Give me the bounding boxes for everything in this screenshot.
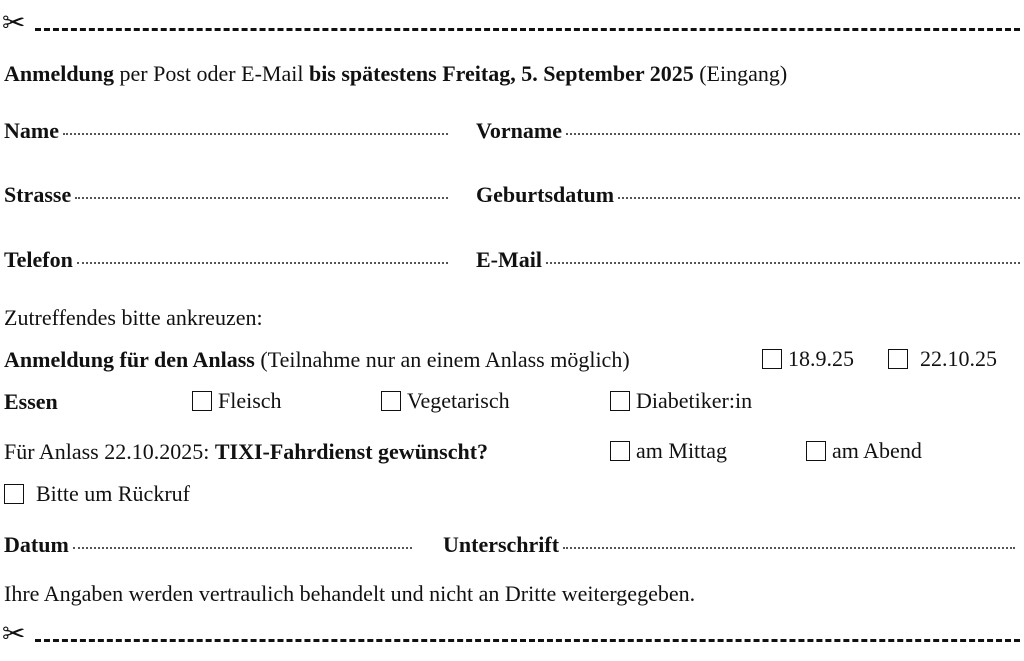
anlass-option-2[interactable] bbox=[888, 348, 997, 370]
email-field[interactable] bbox=[476, 249, 1020, 271]
essen-option-diabetiker[interactable] bbox=[610, 390, 752, 412]
rueckruf-option[interactable] bbox=[4, 483, 190, 505]
checkbox[interactable] bbox=[806, 441, 826, 461]
heading-text: per Post oder E-Mail bbox=[114, 61, 309, 86]
datum-dotted-line[interactable] bbox=[73, 547, 412, 549]
vorname-field[interactable] bbox=[476, 120, 1020, 142]
anlass-label: Anmeldung für den Anlass bbox=[4, 347, 255, 372]
unterschrift-field[interactable] bbox=[443, 534, 1015, 556]
tixi-row bbox=[4, 441, 488, 463]
heading-title: Anmeldung bbox=[4, 61, 115, 86]
essen-option-fleisch[interactable] bbox=[192, 390, 282, 412]
anlass-option-1-label: 18.9.25 bbox=[788, 346, 854, 371]
privacy-note: Ihre Angaben werden vertraulich behandelt und nicht an Dritte weitergegeben. bbox=[4, 581, 696, 606]
checkbox[interactable] bbox=[762, 349, 782, 369]
scissors-icon: ✂ bbox=[2, 617, 26, 650]
checkbox[interactable] bbox=[610, 391, 630, 411]
scissors-icon: ✂ bbox=[2, 6, 26, 39]
anlass-row bbox=[4, 349, 630, 371]
vorname-label: Vorname bbox=[476, 118, 562, 143]
tixi-option-abend[interactable] bbox=[806, 440, 922, 462]
anlass-option-2-label: 22.10.25 bbox=[920, 346, 997, 371]
instruction-text: Zutreffendes bitte ankreuzen: bbox=[4, 305, 263, 330]
essen-option-vegetarisch-label: Vegetarisch bbox=[407, 388, 510, 413]
datum-field[interactable] bbox=[4, 534, 412, 556]
unterschrift-label: Unterschrift bbox=[443, 532, 560, 557]
essen-option-diabetiker-label: Diabetiker:in bbox=[636, 388, 753, 413]
unterschrift-dotted-line[interactable] bbox=[563, 547, 1015, 549]
strasse-field[interactable] bbox=[4, 184, 448, 206]
telefon-label: Telefon bbox=[4, 247, 73, 272]
checkbox[interactable] bbox=[4, 484, 24, 504]
essen-option-fleisch-label: Fleisch bbox=[218, 388, 282, 413]
checkbox[interactable] bbox=[888, 349, 908, 369]
anlass-note: (Teilnahme nur an einem Anlass möglich) bbox=[254, 347, 630, 372]
telefon-dotted-line[interactable] bbox=[77, 262, 448, 264]
heading-suffix: (Eingang) bbox=[693, 61, 788, 86]
geburtsdatum-field[interactable] bbox=[476, 184, 1020, 206]
strasse-dotted-line[interactable] bbox=[75, 197, 448, 199]
cut-line-bottom bbox=[2, 617, 1020, 651]
dashed-line bbox=[35, 28, 1020, 31]
geburtsdatum-label: Geburtsdatum bbox=[476, 182, 615, 207]
tixi-prefix: Für Anlass 22.10.2025: bbox=[4, 439, 215, 464]
heading-deadline: bis spätestens Freitag, 5. September 2025 bbox=[308, 61, 694, 86]
strasse-label: Strasse bbox=[4, 182, 72, 207]
tixi-option-mittag[interactable] bbox=[610, 440, 727, 462]
registration-heading bbox=[4, 63, 787, 85]
tixi-option-abend-label: am Abend bbox=[832, 438, 922, 463]
anlass-option-1[interactable] bbox=[762, 348, 854, 370]
dashed-line bbox=[35, 639, 1020, 642]
vorname-dotted-line[interactable] bbox=[566, 133, 1020, 135]
tixi-option-mittag-label: am Mittag bbox=[636, 438, 728, 463]
geburtsdatum-dotted-line[interactable] bbox=[618, 197, 1020, 199]
rueckruf-label: Bitte um Rückruf bbox=[36, 481, 190, 506]
telefon-field[interactable] bbox=[4, 249, 448, 271]
cut-line-top bbox=[2, 6, 1020, 40]
checkbox[interactable] bbox=[381, 391, 401, 411]
name-field[interactable] bbox=[4, 120, 448, 142]
email-label: E-Mail bbox=[476, 247, 542, 272]
tixi-label: TIXI-Fahrdienst gewünscht? bbox=[214, 439, 489, 464]
checkbox[interactable] bbox=[192, 391, 212, 411]
email-dotted-line[interactable] bbox=[546, 262, 1020, 264]
name-label: Name bbox=[4, 118, 59, 143]
essen-option-vegetarisch[interactable] bbox=[381, 390, 510, 412]
essen-label bbox=[4, 391, 58, 413]
essen-label-text: Essen bbox=[4, 389, 58, 414]
name-dotted-line[interactable] bbox=[63, 133, 448, 135]
checkbox[interactable] bbox=[610, 441, 630, 461]
datum-label: Datum bbox=[4, 532, 69, 557]
